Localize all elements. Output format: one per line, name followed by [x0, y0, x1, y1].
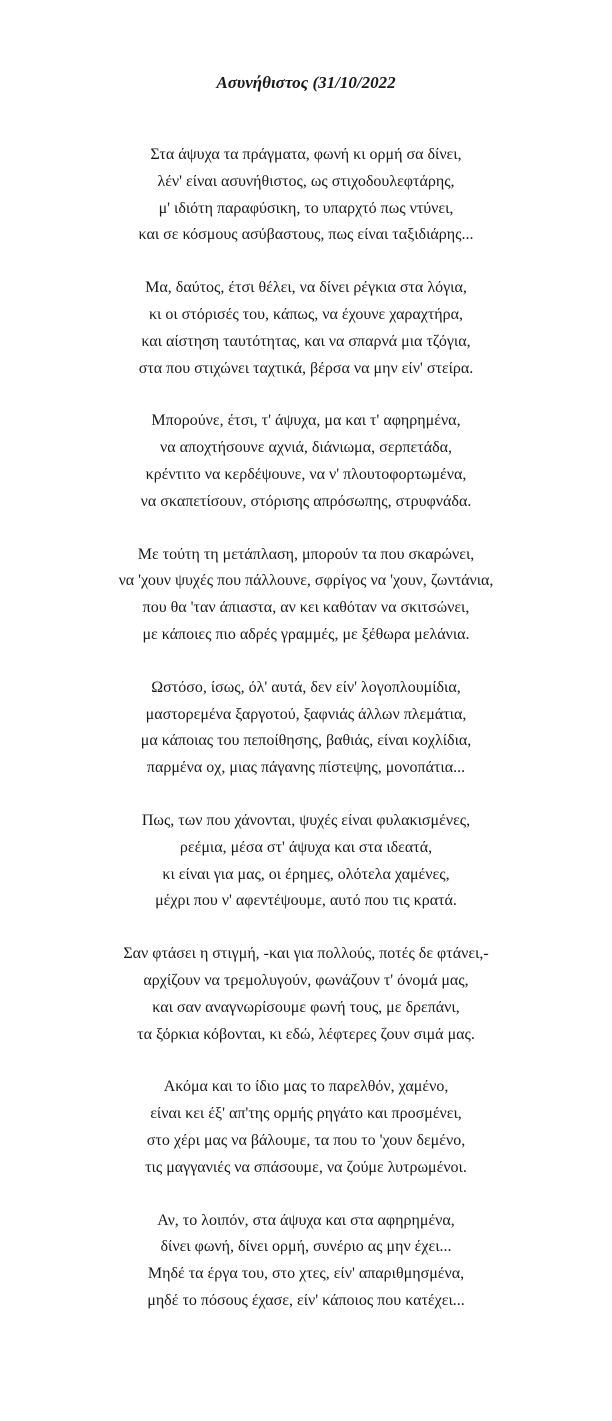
poem-line: να σκαπετίσουν, στόρισης απρόσωπης, στρυφνάδα.	[140, 492, 472, 510]
poem-line: Μπορούνε, έτσι, τ' άψυχα, μα και τ' αφηρημένα,	[151, 412, 461, 430]
stanza-2	[0, 275, 612, 382]
poem-line: είναι κει έξ' απ'της ορμής ρηγάτο και προσμένει,	[150, 1105, 462, 1123]
stanza-8	[0, 1074, 612, 1181]
stanza-5	[0, 675, 612, 782]
poem-line: μ' ιδιότη παραφύσικη, το υπαρχτό πως ντύνει,	[158, 199, 454, 217]
poem-line: μαστορεμένα ξαργοτού, ξαφνιάς άλλων πλεμάτια,	[145, 705, 467, 723]
poem-line: ρεέμια, μέσα στ' άψυχα και στα ιδεατά,	[179, 838, 433, 856]
poem-line: Μα, δαύτος, έτσι θέλει, να δίνει ρέγκια στα λόγια,	[145, 279, 467, 297]
stanza-3	[0, 408, 612, 515]
poem-line: Πως, των που χάνονται, ψυχές είναι φυλακισμένες,	[141, 811, 471, 829]
poem-line: και σε κόσμους ασύβαστους, πως είναι ταξιδιάρης...	[138, 226, 474, 244]
poem-line: μα κάποιας του πεποίθησης, βαθιάς, είναι κοχλίδια,	[140, 732, 472, 750]
poem-line: κι οι στόρισές του, κάπως, να έχουνε χαραχτήρα,	[148, 305, 464, 323]
poem-line: Σαν φτάσει η στιγμή, -και για πολλούς, ποτές δε φτάνει,-	[123, 945, 489, 963]
poem-line: Αν, το λοιπόν, στα άψυχα και στα αφηρημένα,	[157, 1211, 455, 1229]
stanza-6	[0, 808, 612, 915]
poem-line: Στα άψυχα τα πράγματα, φωνή κι ορμή σα δίνει,	[150, 146, 462, 163]
poem-line: στο χέρι μας να βάλουμε, τα που το 'χουν δεμένο,	[146, 1131, 466, 1149]
poem-body	[0, 142, 612, 1341]
poem-line: Μηδέ τα έργα του, στο χτες, είν' απαριθμησμένα,	[147, 1265, 465, 1283]
poem-line: Με τούτη τη μετάπλαση, μπορούν τα που σκαρώνει,	[137, 545, 475, 563]
poem-line: Ωστόσο, ίσως, όλ' αυτά, δεν είν' λογοπλουμίδια,	[151, 678, 461, 696]
poem-line: και αίστηση ταυτότητας, και να σπαρνά μια τζόγια,	[141, 332, 471, 350]
poem-line: δίνει φωνή, δίνει ορμή, συνέριο ας μην έχει...	[160, 1238, 452, 1256]
poem-line: κι είναι για μας, οι έρημες, ολότελα χαμένες,	[162, 865, 450, 883]
poem-line: κρέντιτο να κερδέψουνε, να ν' πλουτοφορτωμένα,	[145, 465, 467, 483]
poem-line: και σαν αναγνωρίσουμε φωνή τους, με δρεπάνι,	[152, 998, 460, 1016]
poem-line: να 'χουν ψυχές που πάλλουνε, σφρίγος να 'χουν, ζωντάνια,	[118, 572, 494, 590]
stanza-9	[0, 1208, 612, 1315]
poem-line: Ακόμα και το ίδιο μας το παρελθόν, χαμένο,	[163, 1078, 449, 1096]
poem-line: μηδέ το πόσους έχασε, είν' κάποιος που κατέχει...	[147, 1291, 465, 1309]
poem-title: Ασυνήθιστος (31/10/2022	[216, 73, 396, 92]
poem-line: να αποχτήσουνε αχνιά, διάνιωμα, σερπετάδα,	[160, 439, 452, 457]
poem-line: παρμένα οχ, μιας πάγανης πίστεψης, μονοπάτια...	[146, 759, 466, 777]
poem-line: στα που στιχώνει ταχτικά, βέρσα να μην είν' στείρα.	[138, 359, 474, 377]
poem-line: αρχίζουν να τρεμολυγούν, φωνάζουν τ' όνομά μας,	[143, 971, 469, 989]
poem-line: που θα 'ταν άπιαστα, αν κει καθόταν να σκιτσώνει,	[142, 599, 470, 617]
stanza-7	[0, 941, 612, 1048]
stanza-1	[0, 142, 612, 249]
poem-line: τις μαγγανιές να σπάσουμε, να ζούμε λυτρωμένοι.	[145, 1158, 467, 1176]
poem-line: μέχρι που ν' αφεντέψουμε, αυτό που τις κρατά.	[155, 892, 457, 910]
poem-line: λέν' είναι ασυνήθιστος, ως στιχοδουλεφτάρης,	[157, 172, 455, 190]
poem-line: τα ξόρκια κόβονται, κι εδώ, λέφτερες ζουν σιμά μας.	[137, 1025, 475, 1043]
stanza-4	[0, 542, 612, 649]
poem-line: με κάποιες πιο αδρές γραμμές, με ξέθωρα μελάνια.	[142, 625, 470, 643]
